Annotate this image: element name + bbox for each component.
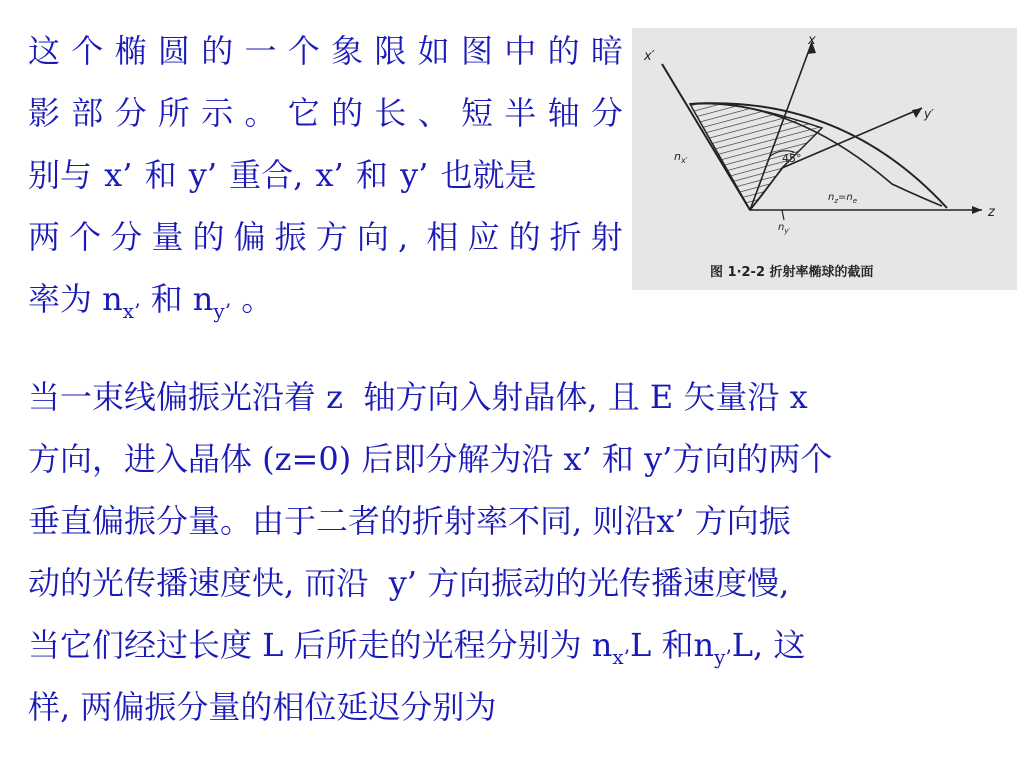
figure-diagram [632,28,1017,290]
para1-line-2: 影 部 分 所 示 。 它 的 长 、 短 半 轴 分 [28,94,623,132]
para1-line-5-e: 。 [231,280,274,318]
para2-line-3: 垂直偏振分量。由于二者的折射率不同, 则沿x’ 方向振 [28,502,791,540]
para2-line-1: 当一束线偏振光沿着 z 轴方向入射晶体, 且 E 矢量沿 x [28,378,808,416]
n-y-subscript: y’ [213,299,232,323]
para1-line-4: 两 个 分 量 的 偏 振 方 向 , 相 应 的 折 射 [28,218,623,256]
index-ellipsoid-figure [632,28,1017,290]
figure-caption: 图 1·2-2 折射率椭球的截面 [710,265,874,280]
para2-line-5 [28,614,996,676]
label-x: x [808,33,816,48]
label-n-y-prime: $n_{y'}$ [778,222,791,235]
n-y-prime-tick [782,210,784,220]
para2-line-5-c: L 和n [630,626,715,664]
para2-line-6: 样, 两偏振分量的相位延迟分别为 [28,688,497,726]
label-z: z [988,205,995,220]
paragraph-2 [28,366,996,738]
label-angle: 45° [782,152,802,165]
label-y-prime: y′ [924,107,934,121]
para1-line-5 [28,268,623,330]
label-n-x-prime: $n_{x'}$ [674,150,688,165]
n-x-subscript: x’ [122,299,141,323]
n-y-subscript-2: y’ [714,645,732,669]
para1-line-5-a: 率为 n [28,280,123,318]
label-nz-eq-ne: $n_z=n_e$ [828,192,858,205]
label-x-prime: x′ [644,49,655,64]
n-x-subscript-2: x’ [612,645,631,669]
para1-line-5-c: 和 n [140,280,214,318]
para2-line-2: 方向，进入晶体 (z=0) 后即分解为沿 x’ 和 y’方向的两个 [28,440,833,478]
para1-line-3: 别与 x’ 和 y’ 重合, x’ 和 y’ 也就是 [28,156,537,194]
para2-line-5-a: 当它们经过长度 L 后所走的光程分别为 n [28,626,613,664]
para2-line-5-e: L, 这 [731,626,806,664]
paragraph-1 [28,20,623,330]
para1-line-1: 这 个 椭 圆 的 一 个 象 限 如 图 中 的 暗 [28,32,623,70]
para2-line-4: 动的光传播速度快, 而沿 y’ 方向振动的光传播速度慢, [28,564,790,602]
